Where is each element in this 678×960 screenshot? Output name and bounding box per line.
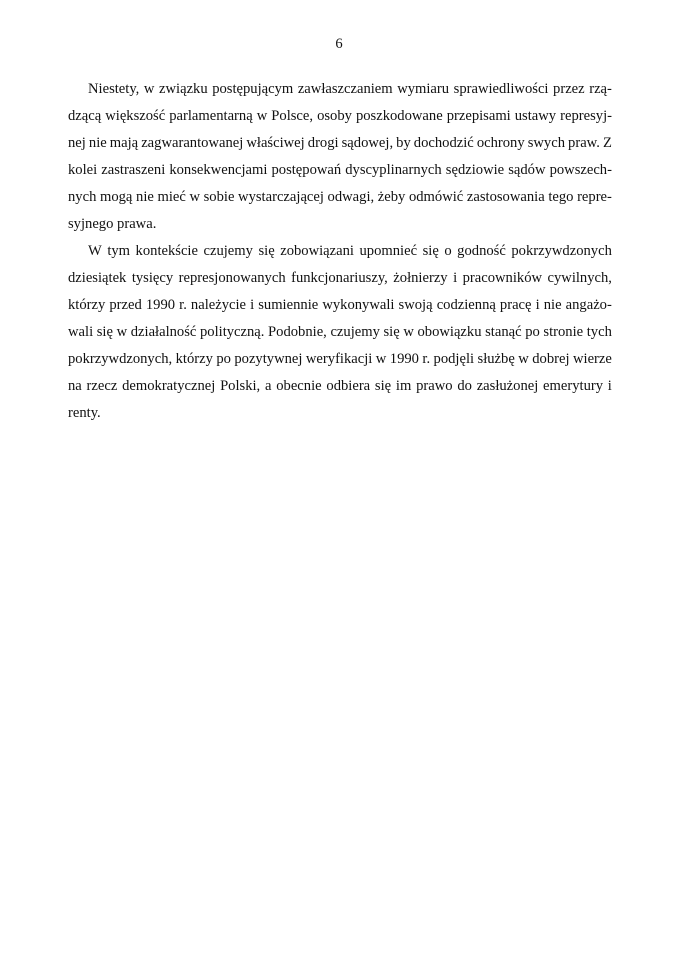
word: polityczną. <box>200 324 265 340</box>
word: dziesiątek <box>68 270 127 286</box>
word: czujemy <box>330 324 380 340</box>
word: po <box>525 324 540 340</box>
word: nie <box>543 297 562 313</box>
word: powszech- <box>549 162 612 178</box>
word: pozytywnej <box>234 351 303 367</box>
word: w <box>143 81 155 97</box>
word: po <box>216 351 231 367</box>
word: tych <box>586 324 612 340</box>
word: działalność <box>130 324 197 340</box>
word: i <box>250 297 255 313</box>
word: dyscyplinarnych <box>345 162 442 178</box>
word: zagwarantowanej <box>141 135 244 151</box>
word: wykonywali <box>322 297 395 313</box>
word: obecnie <box>276 378 322 394</box>
word: odwagi, <box>327 189 375 205</box>
word: funkcjonariuszy, <box>291 270 388 286</box>
word: do <box>457 378 472 394</box>
text-line: syjnego prawa. <box>68 216 157 232</box>
word: rzą- <box>589 81 612 97</box>
word: mogą <box>99 189 133 205</box>
word: zasłużonej <box>476 378 539 394</box>
word: przepisami <box>446 108 511 124</box>
word: zobowiązani <box>280 243 354 259</box>
word: się <box>374 378 392 394</box>
word: w <box>256 108 268 124</box>
word: nych <box>68 189 97 205</box>
word: dochodzić <box>413 135 474 151</box>
word: w <box>189 189 201 205</box>
text-line <box>68 184 612 211</box>
word: w <box>375 351 387 367</box>
word: większość <box>105 108 166 124</box>
text-line <box>68 265 612 292</box>
word: żołnierzy <box>393 270 448 286</box>
text-line <box>68 346 612 373</box>
word: na <box>68 378 82 394</box>
page-body <box>68 76 612 427</box>
word: praw. <box>568 135 600 151</box>
word: w <box>403 324 414 340</box>
word: sądowej, <box>341 135 394 151</box>
text-line <box>68 292 612 319</box>
text-line <box>68 157 612 184</box>
word: poszkodowane <box>355 108 443 124</box>
word: którzy <box>175 351 213 367</box>
word: odbiera <box>326 378 371 394</box>
word: nej <box>68 135 86 151</box>
word: wystarczającej <box>238 189 324 205</box>
word: upomnieć <box>359 243 418 259</box>
word: im <box>395 378 412 394</box>
word: pokrzywdzonych <box>511 243 612 259</box>
word: pracę <box>499 297 532 313</box>
word: dobrej <box>532 351 570 367</box>
word: żeby <box>377 189 406 205</box>
word: ochrony <box>476 135 525 151</box>
word: cywilnych, <box>547 270 612 286</box>
word: tym <box>107 243 131 259</box>
word: o <box>444 243 452 259</box>
word: Podobnie, <box>268 324 327 340</box>
word: rzecz <box>86 378 118 394</box>
page-number: 6 <box>335 36 343 52</box>
word: Polsce, <box>271 108 314 124</box>
word: należycie <box>190 297 247 313</box>
word: by <box>396 135 411 151</box>
word: r. <box>422 351 431 367</box>
word: Polski, <box>220 378 261 394</box>
word: represyj- <box>560 108 612 124</box>
word: kontekście <box>135 243 198 259</box>
word: konsekwencjami <box>169 162 268 178</box>
word: nie <box>136 189 154 205</box>
word: odmówić <box>408 189 464 205</box>
word: represjonowanych <box>178 270 286 286</box>
paragraph <box>68 76 612 238</box>
word: codzienną <box>436 297 496 313</box>
word: obowiązku <box>417 324 482 340</box>
paragraph <box>68 238 612 427</box>
word: którzy <box>68 297 106 313</box>
word: sprawiedliwości <box>453 81 549 97</box>
word: angażo- <box>565 297 612 313</box>
word: ustawy <box>514 108 557 124</box>
word: dzącą <box>68 108 102 124</box>
word: postępującym <box>212 81 294 97</box>
word: nie <box>88 135 107 151</box>
word: i <box>535 297 540 313</box>
word: wierze <box>572 351 612 367</box>
word: stronie <box>543 324 584 340</box>
word: weryfikacji <box>305 351 373 367</box>
word: pokrzywdzonych, <box>68 351 173 367</box>
word: tysięcy <box>131 270 174 286</box>
word: służbę <box>477 351 515 367</box>
word: i <box>453 270 458 286</box>
word: swych <box>527 135 565 151</box>
word: podjęli <box>433 351 475 367</box>
word: czujemy <box>203 243 253 259</box>
word: sądów <box>508 162 546 178</box>
word: przez <box>553 81 585 97</box>
text-line <box>68 103 612 130</box>
text-line: renty. <box>68 405 101 421</box>
word: osoby <box>317 108 352 124</box>
word: W <box>88 243 102 259</box>
word: wymiaru <box>397 81 450 97</box>
word: pracowników <box>462 270 543 286</box>
word: a <box>264 378 272 394</box>
word: w <box>518 351 529 367</box>
word: repre- <box>577 189 612 205</box>
word: wali <box>68 324 94 340</box>
word: kolei <box>68 162 98 178</box>
word: Niestety, <box>88 81 140 97</box>
word: parlamentarną <box>169 108 253 124</box>
word: się <box>422 243 439 259</box>
word: się <box>258 243 275 259</box>
word: i <box>607 378 612 394</box>
word: sędziowie <box>445 162 505 178</box>
word: 1990 <box>389 351 419 367</box>
word: zastraszeni <box>101 162 166 178</box>
word: emerytury <box>543 378 604 394</box>
word: właściwej <box>246 135 305 151</box>
word: sobie <box>203 189 235 205</box>
word: stanąć <box>485 324 522 340</box>
text-line <box>68 130 612 157</box>
word: swoją <box>398 297 433 313</box>
word: godność <box>457 243 506 259</box>
word: tego <box>548 189 574 205</box>
word: drogi <box>307 135 339 151</box>
word: prawo <box>416 378 453 394</box>
word: mają <box>109 135 139 151</box>
word: się <box>96 324 113 340</box>
word: w <box>116 324 128 340</box>
word: r. <box>179 297 187 313</box>
text-line <box>68 319 612 346</box>
word: się <box>383 324 400 340</box>
text-line <box>68 76 612 103</box>
word: związku <box>159 81 208 97</box>
word: przed <box>109 297 142 313</box>
text-line <box>68 238 612 265</box>
word: zastosowania <box>466 189 545 205</box>
word: sumiennie <box>258 297 319 313</box>
text-line <box>68 373 612 400</box>
word: postępowań <box>271 162 342 178</box>
word: demokratycznej <box>122 378 216 394</box>
word: zawłaszczaniem <box>297 81 393 97</box>
word: mieć <box>157 189 186 205</box>
word: 1990 <box>145 297 176 313</box>
word: Z <box>602 135 612 151</box>
